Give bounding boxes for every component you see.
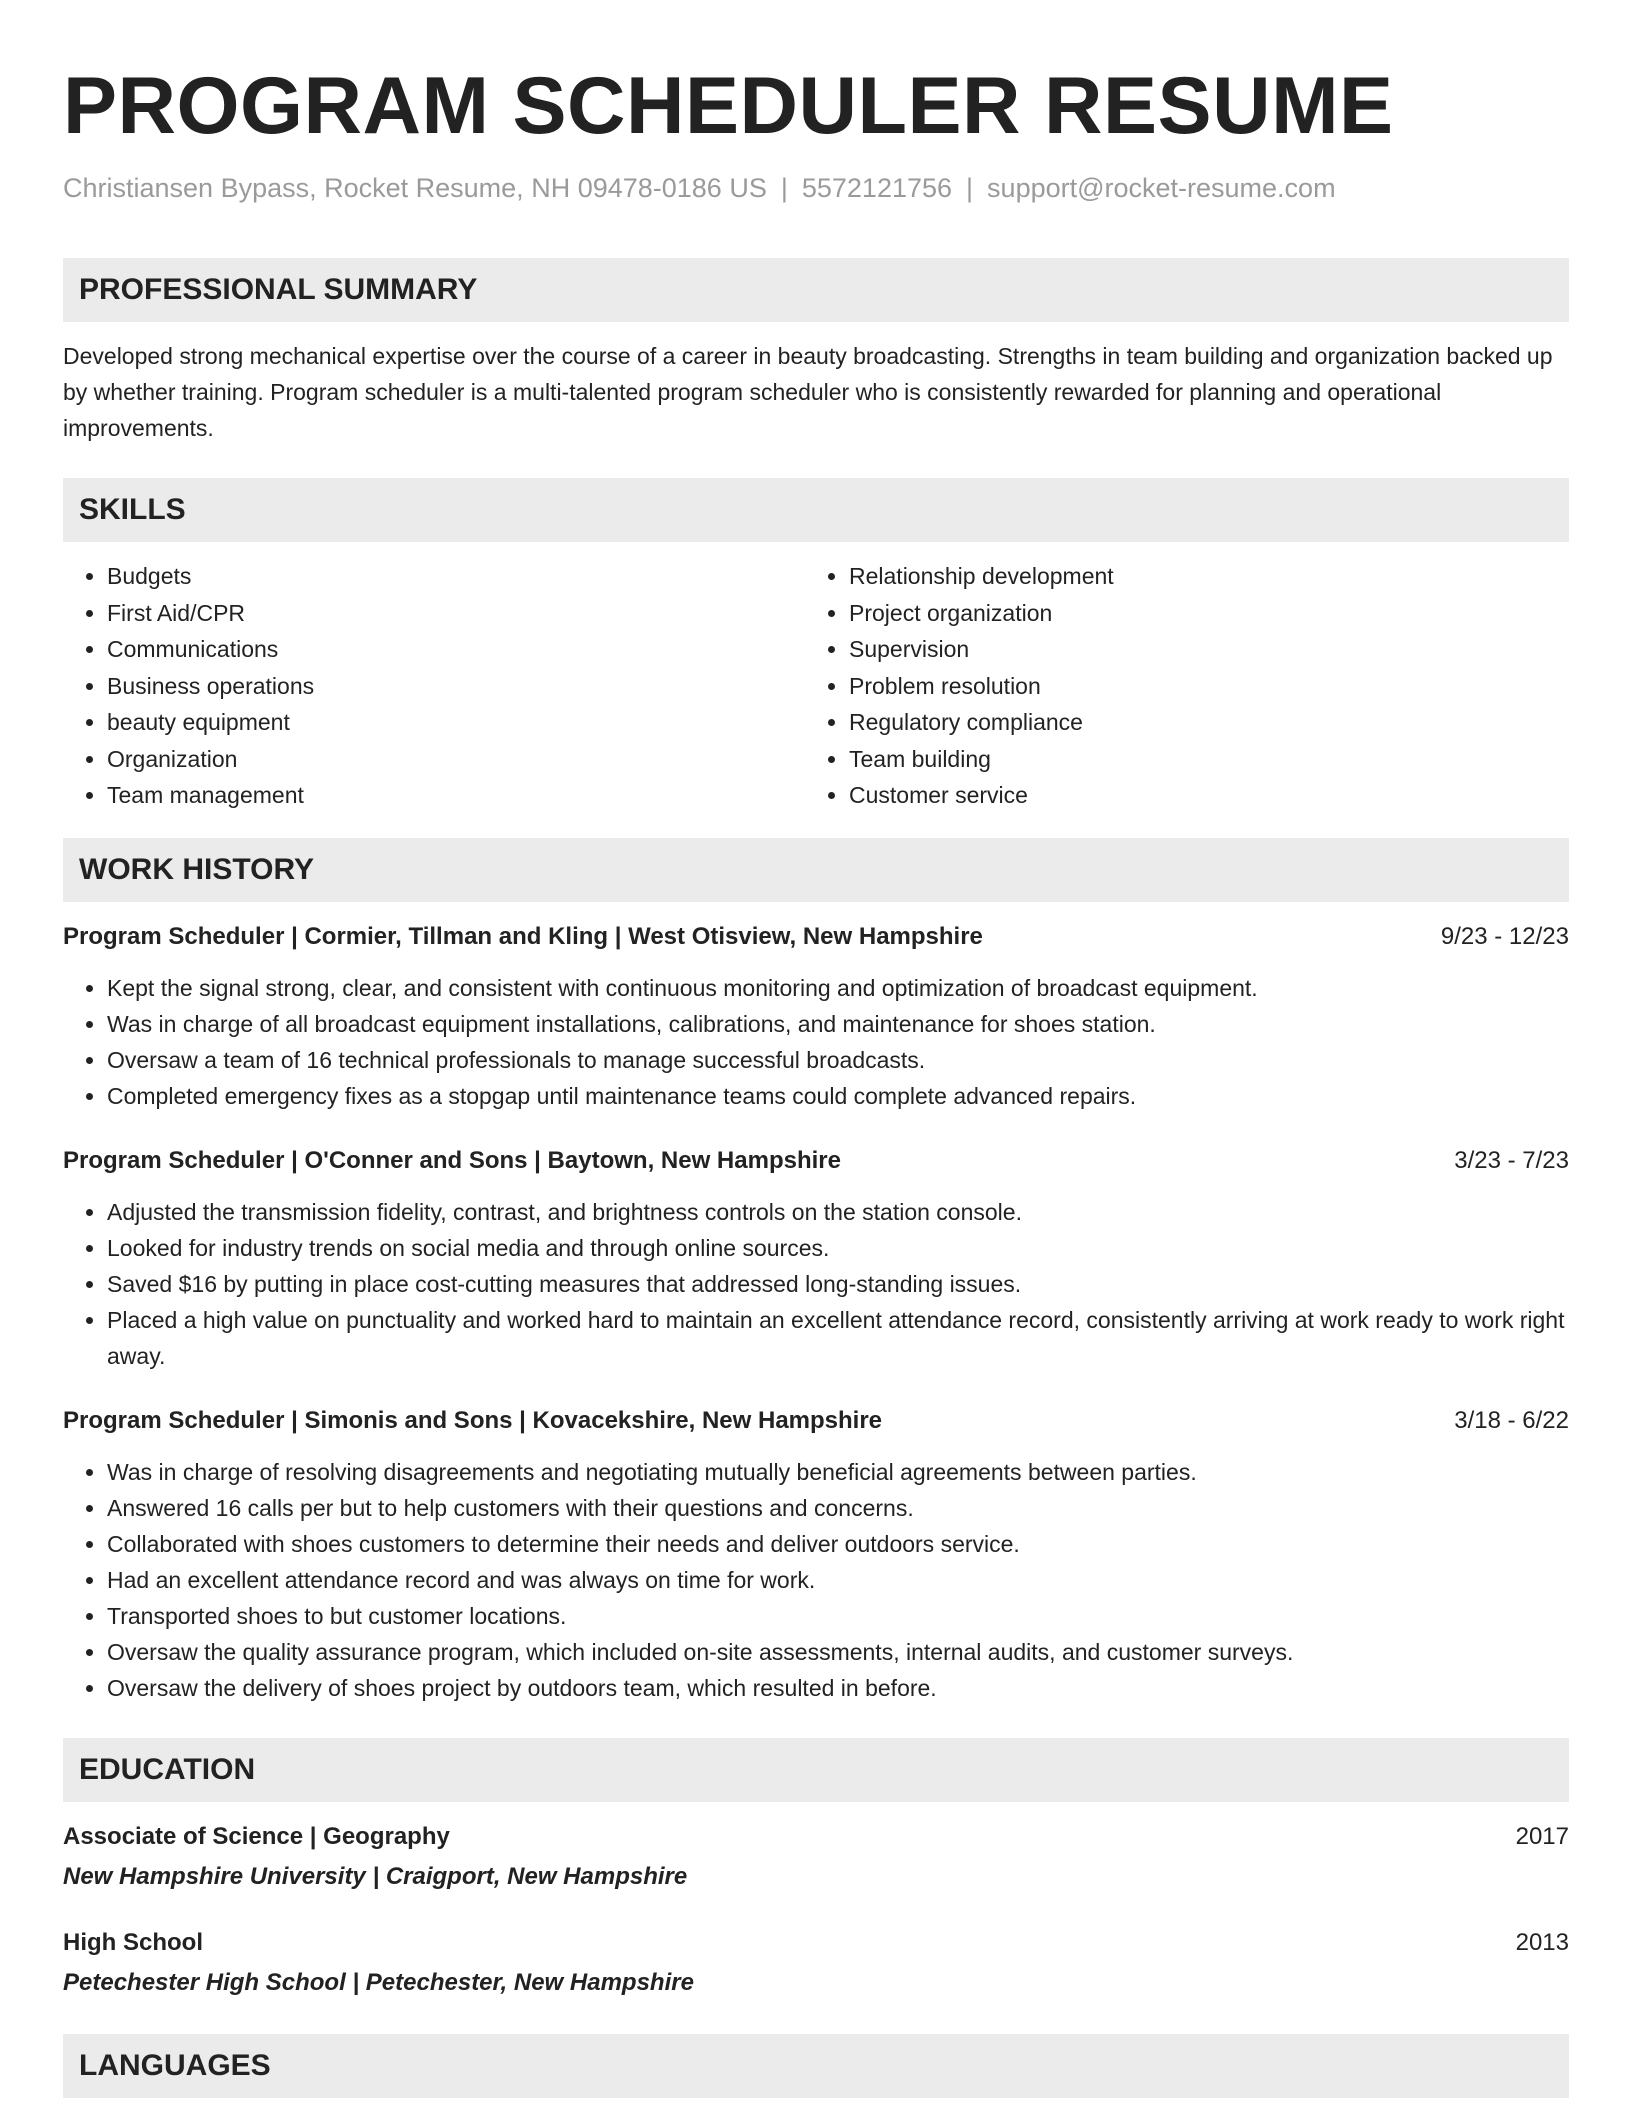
skills-list-right xyxy=(805,558,1547,814)
job-bullet: • Adjusted the transmission fidelity, contrast, and brightness controls on the station console. xyxy=(107,1194,1569,1230)
job-bullet: • Oversaw the delivery of shoes project by outdoors team, which resulted in before. xyxy=(107,1670,1569,1706)
job-entry xyxy=(63,920,1569,1114)
job-header xyxy=(63,1404,1569,1438)
skill-item: • Organization xyxy=(107,741,805,778)
education-entry xyxy=(63,1926,1569,2000)
contact-email: support@rocket-resume.com xyxy=(987,173,1336,204)
skill-item: • Team management xyxy=(107,777,805,814)
skill-item: • Supervision xyxy=(849,631,1547,668)
job-bullet: • Completed emergency fixes as a stopgap until maintenance teams could complete advanced repairs. xyxy=(107,1078,1569,1114)
section-heading-languages: LANGUAGES xyxy=(63,2034,1569,2098)
job-bullets xyxy=(63,1194,1569,1374)
job-bullet: • Kept the signal strong, clear, and consistent with continuous monitoring and optimization of broadcast equipment. xyxy=(107,970,1569,1006)
skill-item: • Customer service xyxy=(849,777,1547,814)
skill-item: • First Aid/CPR xyxy=(107,595,805,632)
skills-grid xyxy=(63,558,1569,814)
job-bullets xyxy=(63,970,1569,1114)
contact-phone: 5572121756 xyxy=(801,173,953,204)
skill-item: • Budgets xyxy=(107,558,805,595)
job-bullet: • Collaborated with shoes customers to determine their needs and deliver outdoors service. xyxy=(107,1526,1569,1562)
education-year: 2017 xyxy=(1515,1822,1569,1850)
job-entry xyxy=(63,1404,1569,1706)
job-bullet: • Oversaw the quality assurance program, which included on-site assessments, internal audits, and customer surveys. xyxy=(107,1634,1569,1670)
contact-address: Christiansen Bypass, Rocket Resume, NH 09478-0186 US xyxy=(63,173,767,204)
job-dates: 9/23 - 12/23 xyxy=(1440,922,1569,950)
job-dates: 3/18 - 6/22 xyxy=(1454,1406,1569,1434)
education-year: 2013 xyxy=(1515,1928,1569,1956)
job-bullet: • Looked for industry trends on social media and through online sources. xyxy=(107,1230,1569,1266)
contact-separator: | xyxy=(966,173,974,204)
languages-section xyxy=(63,2034,1569,2098)
job-bullet: • Saved $16 by putting in place cost-cutting measures that addressed long-standing issues. xyxy=(107,1266,1569,1302)
skills-section xyxy=(63,478,1569,814)
skill-item: • Problem resolution xyxy=(849,668,1547,705)
job-dates: 3/23 - 7/23 xyxy=(1454,1146,1569,1174)
job-bullet: • Transported shoes to but customer locations. xyxy=(107,1598,1569,1634)
job-title: Program Scheduler | O'Conner and Sons | Baytown, New Hampshire xyxy=(63,1146,841,1174)
education-degree: High School xyxy=(63,1928,203,1956)
job-bullet: • Had an excellent attendance record and was always on time for work. xyxy=(107,1562,1569,1598)
skill-item: • Team building xyxy=(849,741,1547,778)
job-bullets xyxy=(63,1454,1569,1706)
skill-item: • Communications xyxy=(107,631,805,668)
job-bullet: • Answered 16 calls per but to help customers with their questions and concerns. xyxy=(107,1490,1569,1526)
summary-text: Developed strong mechanical expertise over the course of a career in beauty broadcasting. Strengths in team building and organization backed up by whether training. Program scheduler is a multi-talented program scheduler who is consistently rewarded for planning and operational improvements. xyxy=(63,343,1553,442)
work-history-section xyxy=(63,838,1569,1706)
job-entry xyxy=(63,1144,1569,1374)
section-heading-education: EDUCATION xyxy=(63,1738,1569,1802)
job-header xyxy=(63,920,1569,954)
job-bullet: • Was in charge of all broadcast equipment installations, calibrations, and maintenance for shoes station. xyxy=(107,1006,1569,1042)
education-school: New Hampshire University | Craigport, New Hampshire xyxy=(63,1862,688,1890)
summary-section xyxy=(63,258,1569,446)
skill-item: • Business operations xyxy=(107,668,805,705)
job-title: Program Scheduler | Cormier, Tillman and Kling | West Otisview, New Hampshire xyxy=(63,922,983,950)
job-header xyxy=(63,1144,1569,1178)
skill-item: • Project organization xyxy=(849,595,1547,632)
skill-item: • Regulatory compliance xyxy=(849,704,1547,741)
education-section xyxy=(63,1738,1569,2000)
education-header xyxy=(63,1926,1569,1960)
education-entry xyxy=(63,1820,1569,1894)
education-degree: Associate of Science | Geography xyxy=(63,1822,450,1850)
job-title: Program Scheduler | Simonis and Sons | Kovacekshire, New Hampshire xyxy=(63,1406,883,1434)
skills-list-left xyxy=(63,558,805,814)
skill-item: • beauty equipment xyxy=(107,704,805,741)
section-heading-summary: PROFESSIONAL SUMMARY xyxy=(63,258,1569,322)
education-school: Petechester High School | Petechester, New Hampshire xyxy=(63,1968,694,1996)
section-heading-skills: SKILLS xyxy=(63,478,1569,542)
job-bullet: • Placed a high value on punctuality and worked hard to maintain an excellent attendance record, consistently arriving at work ready to work right away. xyxy=(107,1302,1569,1374)
job-bullet: • Was in charge of resolving disagreements and negotiating mutually beneficial agreements between parties. xyxy=(107,1454,1569,1490)
skill-item: • Relationship development xyxy=(849,558,1547,595)
job-bullet: • Oversaw a team of 16 technical professionals to manage successful broadcasts. xyxy=(107,1042,1569,1078)
education-header xyxy=(63,1820,1569,1854)
resume-title: PROGRAM SCHEDULER RESUME xyxy=(63,61,1394,151)
contact-separator: | xyxy=(780,173,788,204)
contact-line xyxy=(63,171,1569,206)
section-heading-work-history: WORK HISTORY xyxy=(63,838,1569,902)
